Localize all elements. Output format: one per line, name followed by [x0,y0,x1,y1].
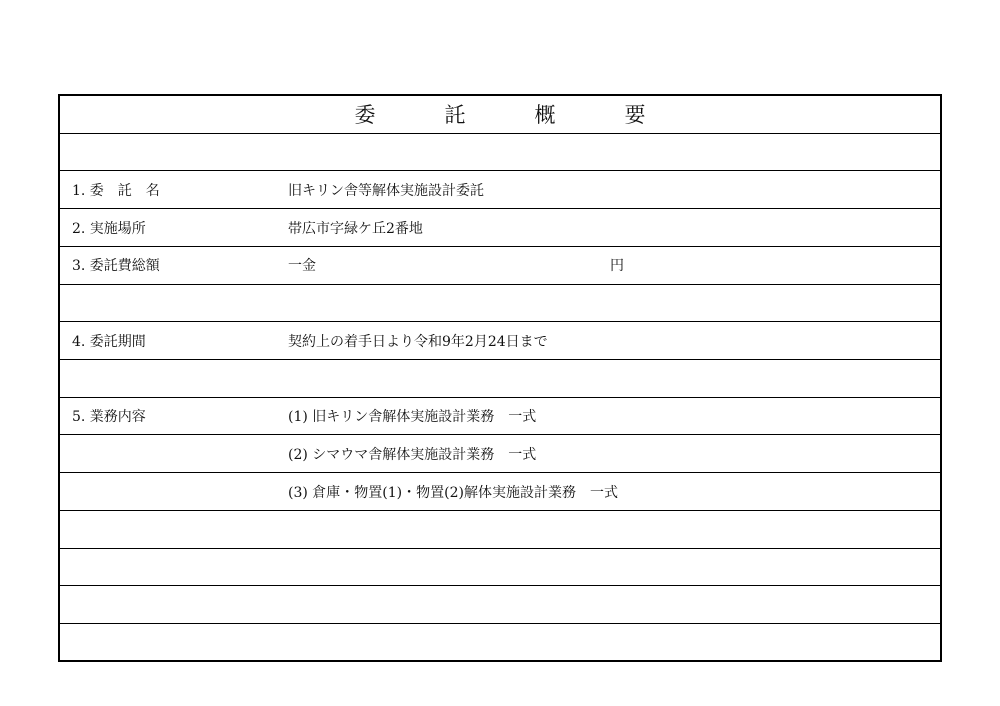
blank-row [60,511,940,549]
work-content-label: 5. 業務内容 [72,409,146,426]
document-title: 委 託 概 要 [354,103,670,128]
row-work-item-3 [60,473,940,511]
period-label: 4. 委託期間 [72,333,146,350]
location-label: 2. 実施場所 [72,220,146,237]
row-work-item-2 [60,435,940,473]
work-item-2: (2) シマウマ舎解体実施設計業務 一式 [288,446,537,463]
commission-name-value: 旧キリン舎等解体実施設計委託 [288,182,484,199]
total-cost-prefix: 一金 [288,258,316,275]
blank-row [60,549,940,587]
row-location [60,209,940,247]
row-work-content [60,398,940,436]
work-item-1: (1) 旧キリン舎解体実施設計業務 一式 [288,409,537,426]
location-value: 帯広市字緑ケ丘2番地 [288,220,423,237]
blank-row [60,285,940,323]
outline-table [58,94,942,662]
blank-row [60,360,940,398]
row-period [60,322,940,360]
blank-row [60,586,940,624]
total-cost-unit: 円 [610,258,624,275]
total-cost-label: 3. 委託費総額 [72,258,160,275]
work-item-3: (3) 倉庫・物置(1)・物置(2)解体実施設計業務 一式 [288,484,618,501]
blank-row [60,624,940,662]
title-row [60,96,940,134]
blank-row [60,134,940,172]
row-total-cost [60,247,940,285]
period-value: 契約上の着手日より令和9年2月24日まで [288,333,548,350]
row-commission-name [60,171,940,209]
commission-name-label: 1. 委 託 名 [72,182,160,199]
